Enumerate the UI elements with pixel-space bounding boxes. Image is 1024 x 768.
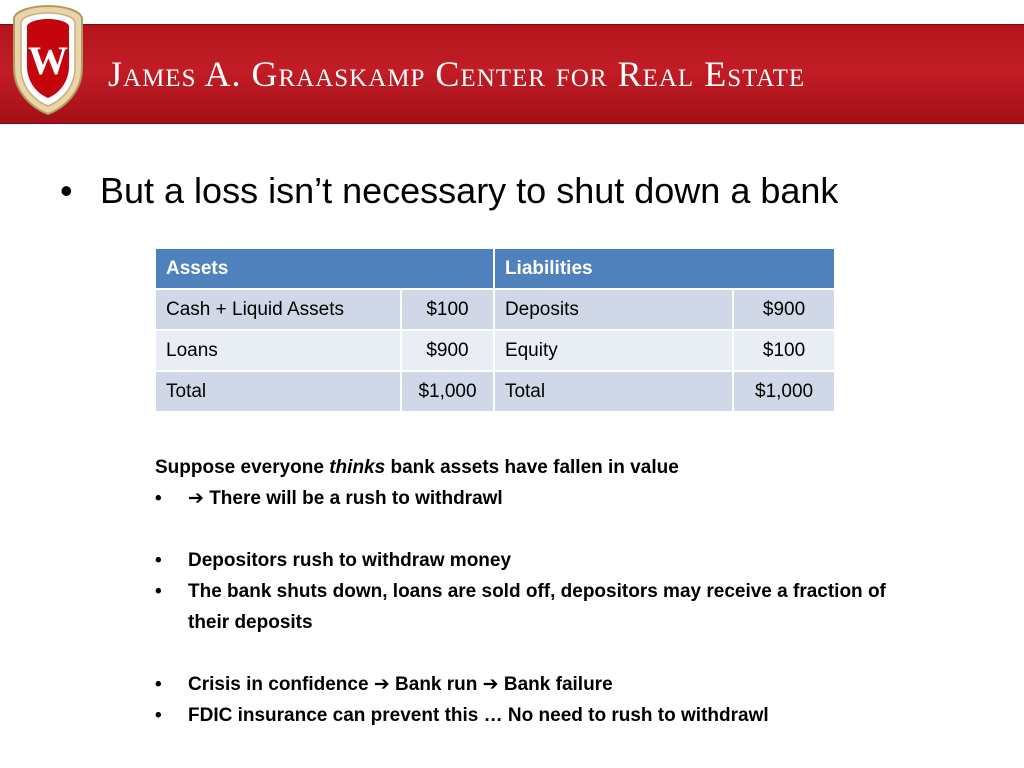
intro-text-end: bank assets have fallen in value <box>385 457 679 478</box>
intro-text: Suppose everyone <box>155 457 330 478</box>
table-header-row <box>155 248 835 289</box>
list-item-text: FDIC insurance can prevent this … No need to rush to withdrawl <box>188 705 769 726</box>
arrow-right-icon: ➔ <box>482 673 499 695</box>
arrow-right-icon: ➔ <box>188 487 204 509</box>
bullet-dot-icon: • <box>155 674 162 695</box>
bullet-dot-icon: • <box>155 488 162 509</box>
list-item-text: The bank shuts down, loans are sold off, depositors may receive a fraction of their deposits <box>188 581 886 633</box>
notes-block <box>155 452 915 731</box>
header-title: James A. Graaskamp Center for Real Estate <box>108 54 806 94</box>
list-item-text: Depositors rush to withdraw money <box>188 550 512 571</box>
intro-emphasis: thinks <box>329 457 386 478</box>
uw-crest-logo <box>10 4 86 116</box>
list-item-text: Bank run <box>395 674 478 695</box>
bullet-dot-icon: • <box>60 170 73 211</box>
arrow-right-icon: ➔ <box>373 673 390 695</box>
main-bullet <box>60 170 838 212</box>
notes-intro <box>155 452 915 483</box>
list-item <box>155 545 915 576</box>
table-cell: Total <box>494 371 733 412</box>
assets-header: Assets <box>155 248 494 289</box>
table-cell: $100 <box>401 289 494 330</box>
crest-letter: W <box>28 38 68 83</box>
table-cell: $1,000 <box>733 371 835 412</box>
liabilities-header: Liabilities <box>494 248 835 289</box>
bullet-dot-icon: • <box>155 550 162 571</box>
table-cell: $100 <box>733 330 835 371</box>
table-cell: Deposits <box>494 289 733 330</box>
list-item-text: Bank failure <box>503 674 613 695</box>
table-cell: $900 <box>733 289 835 330</box>
table-cell: Cash + Liquid Assets <box>155 289 401 330</box>
table-cell: $900 <box>401 330 494 371</box>
table-cell: Loans <box>155 330 401 371</box>
table-row <box>155 371 835 412</box>
table-row <box>155 289 835 330</box>
table-row <box>155 330 835 371</box>
list-item-text: Crisis in confidence <box>188 674 369 695</box>
bullet-dot-icon: • <box>155 705 162 726</box>
list-item <box>155 483 915 514</box>
table-cell: $1,000 <box>401 371 494 412</box>
table-cell: Total <box>155 371 401 412</box>
table-cell: Equity <box>494 330 733 371</box>
balance-sheet-table <box>154 247 836 413</box>
list-item-text: There will be a rush to withdrawl <box>209 488 503 509</box>
bullet-dot-icon: • <box>155 581 162 602</box>
list-item <box>155 700 915 731</box>
list-item <box>155 576 915 638</box>
main-bullet-text: But a loss isn’t necessary to shut down a bank <box>100 170 839 211</box>
header-banner <box>0 24 1024 124</box>
list-item <box>155 669 915 700</box>
